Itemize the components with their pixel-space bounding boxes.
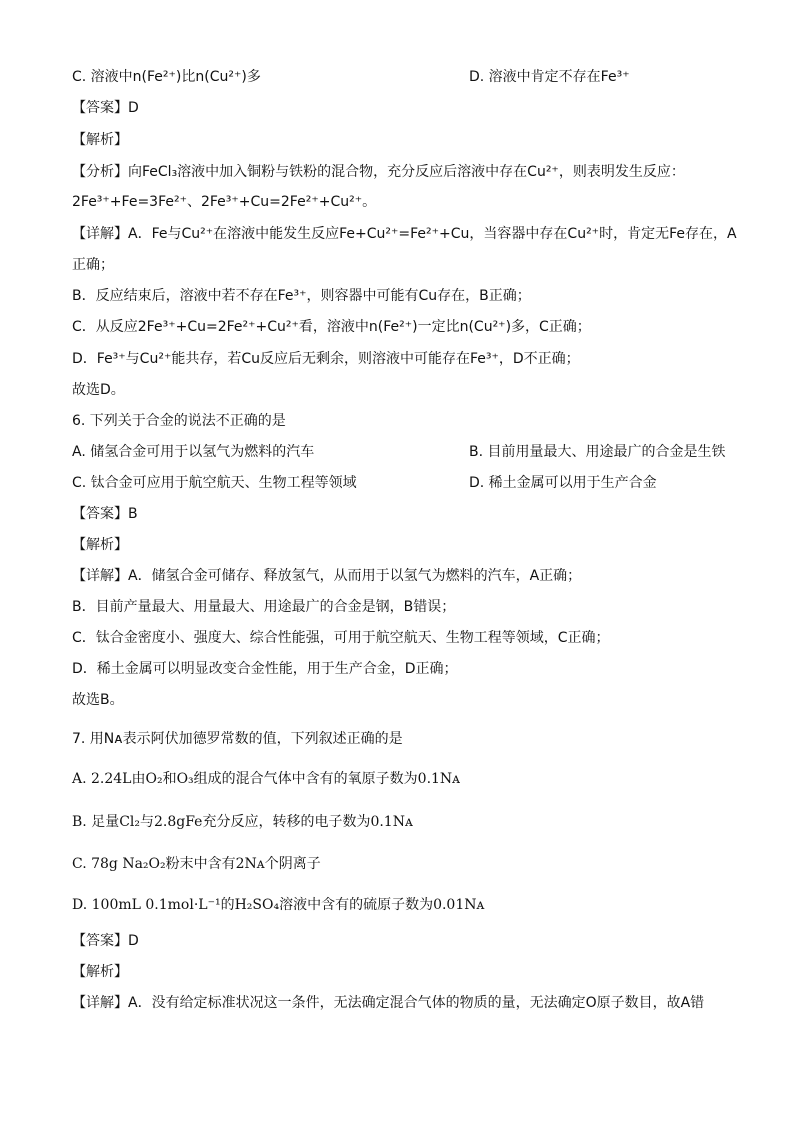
option-row-a-b	[72, 443, 726, 461]
detail-c: C．从反应2Fe³⁺+Cu=2Fe²⁺+Cu²⁺看，溶液中n(Fe²⁺)一定比n(Cu²⁺)多，C正确；	[72, 319, 591, 335]
analysis-heading: 【解析】	[72, 132, 128, 148]
detail-a: 【详解】A．没有给定标准状况这一条件，无法确定混合气体的物质的量，无法确定O原子数目，故A错	[72, 995, 705, 1011]
conclusion: 故选D。	[72, 382, 125, 398]
detail-a: 【详解】A．储氢合金可储存、释放氢气，从而用于以氢气为燃料的汽车，A正确；	[72, 568, 582, 584]
option-c: C. 78g Na₂O₂粉末中含有2Nᴀ个阴离子	[72, 856, 321, 872]
option-a: A. 储氢合金可用于以氢气为燃料的汽车	[72, 444, 315, 460]
detail-b: B．目前产量最大、用量最大、用途最广的合金是钢，B错误；	[72, 599, 456, 615]
option-row-c-d	[72, 68, 630, 86]
question-7-stem: 7. 用Nᴀ表示阿伏加德罗常数的值，下列叙述正确的是	[72, 731, 403, 747]
option-row-c-d-q6	[72, 474, 657, 492]
analysis-heading: 【解析】	[72, 964, 128, 980]
detail-b: B．反应结束后，溶液中若不存在Fe³⁺，则容器中可能有Cu存在，B正确；	[72, 288, 531, 304]
option-c: C. 溶液中n(Fe²⁺)比n(Cu²⁺)多	[72, 69, 261, 85]
reaction-equations: 2Fe³⁺+Fe=3Fe²⁺、2Fe³⁺+Cu=2Fe²⁺+Cu²⁺。	[72, 194, 377, 210]
option-b: B. 足量Cl₂与2.8gFe充分反应，转移的电子数为0.1Nᴀ	[72, 814, 413, 830]
conclusion: 故选B。	[72, 692, 124, 708]
option-a: A. 2.24L由O₂和O₃组成的混合气体中含有的氧原子数为0.1Nᴀ	[72, 771, 461, 787]
detail-d: D．稀土金属可以明显改变合金性能，用于生产合金，D正确；	[72, 661, 458, 677]
option-d: D. 稀土金属可以用于生产合金	[469, 475, 657, 491]
answer-line: 【答案】D	[72, 100, 139, 116]
detail-c: C．钛合金密度小、强度大、综合性能强，可用于航空航天、生物工程等领域，C正确；	[72, 630, 610, 646]
answer-line: 【答案】B	[72, 506, 138, 522]
analysis-heading: 【解析】	[72, 537, 128, 553]
detail-d: D．Fe³⁺与Cu²⁺能共存，若Cu反应后无剩余，则溶液中可能存在Fe³⁺，D不正确；	[72, 351, 580, 367]
question-6-stem: 6. 下列关于合金的说法不正确的是	[72, 413, 286, 429]
analysis-text: 【分析】向FeCl₃溶液中加入铜粉与铁粉的混合物，充分反应后溶液中存在Cu²⁺，则表明发生反应：	[72, 164, 685, 180]
option-d: D. 100mL 0.1mol·L⁻¹的H₂SO₄溶液中含有的硫原子数为0.01Nᴀ	[72, 897, 485, 913]
answer-line: 【答案】D	[72, 933, 139, 949]
option-b: B. 目前用量最大、用途最广的合金是生铁	[469, 444, 726, 460]
detail-a-line1: 【详解】A．Fe与Cu²⁺在溶液中能发生反应Fe+Cu²⁺=Fe²⁺+Cu，当容器中存在Cu²⁺时，肯定无Fe存在，A	[72, 226, 737, 242]
detail-a-line2: 正确；	[72, 257, 114, 273]
option-c: C. 钛合金可应用于航空航天、生物工程等领域	[72, 475, 357, 491]
option-d: D. 溶液中肯定不存在Fe³⁺	[469, 69, 630, 85]
